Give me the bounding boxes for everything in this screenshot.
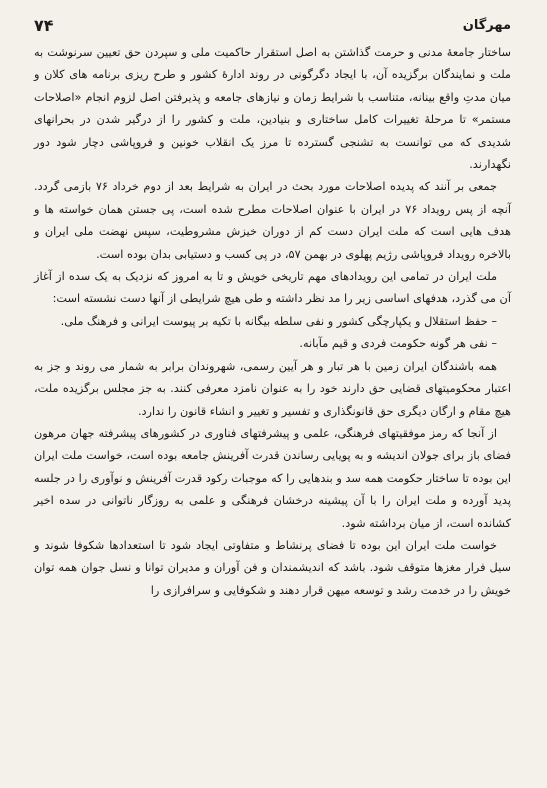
- paragraph: جمعی بر آنند که پدیده اصلاحات مورد بحث در ایران به شرایط بعد از دوم خرداد ۷۶ بازمی گردد. آنچه از پس رویداد ۷۶ در ایران با عنوان اصلاحات مطرح شده است، پی جستن همان خواسته ها و هدف هایی است که ملت ایران دست کم از دوران خیزش مشروطیت، سپس نهضت ملی ایران و بالاخره رویداد فروپاشی رژیم پهلوی در بهمن ۵۷، در پی کسب و دستیابی بدان بوده است.: [34, 180, 511, 261]
- paragraph: همه باشندگان ایران زمین با هر تبار و هر آیین رسمی، شهروندان برابر به شمار می روند و جز به اعتبار محکومیتهای قضایی حق دارند خود را به عنوان نامزد معرفی کنند. به جز مجلس برگزیده ملت، هیچ مقام و ارگان دیگری حق قانونگذاری و تفسیر و تغییر و انشاء قانون را ندارد.: [34, 359, 511, 418]
- page-body: [34, 42, 511, 602]
- paragraph: از آنجا که رمز موفقیتهای فرهنگی، علمی و پیشرفتهای فناوری در کشورهای پیشرفته جهان مرهون فضای باز برای جولان اندیشه و به پویایی رساندن قدرت آفرینش جامعه بوده است، خواست ملت ایران این بوده تا ساختار حکومت همه سد و بندهایی را که موجبات رکود قدرت آفرینش و نوآوری را در جلسه پدید آورده و ملت ایران را با آن پیشینه درخشان فرهنگی و علمی به روزگار ناتوانی در سده اخیر کشانده است، از میان برداشته شود.: [34, 426, 511, 530]
- page-number: ۷۴: [34, 15, 54, 35]
- paragraph: ساختار جامعهٔ مدنی و حرمت گذاشتن به اصل استقرار حاکمیت ملی و سپردن حق تعیین سرنوشت به ملت و نمایندگان برگزیده آن، با ایجاد دگرگونی در روند ادارهٔ کشور و طرح ریزی برنامه های کلان و میان مدتِ واقع بینانه، متناسب با شرایط زمان و نیازهای جامعه و پذیرفتن اصل لزوم انجام «اصلاحات مستمر» تا مرحلهٔ تغییرات کامل ساختاری و بنیادین، ملت و کشور را از درگیر شدن در بحرانهای شدیدی که می توانست به تشنجی گسترده تا مرز یک انقلاب خونین و فروپاشی دچار شود دور نگهدارند.: [34, 46, 511, 172]
- paragraph: ملت ایران در تمامی این رویدادهای مهم تاریخی خویش و تا به امروز که نزدیک به یک سده از آغاز آن می گذرد، هدفهای اساسی زیر را مد نظر داشته و طی هیچ شرایطی از آنها دست نشسته است:: [34, 270, 511, 306]
- page-header: [34, 12, 511, 38]
- list-item: – نفی هر گونه حکومت فردی و قیم مآبانه.: [299, 337, 497, 351]
- list-item: – حفظ استقلال و یکپارچگی کشور و نفی سلطه بیگانه با تکیه بر پیوست ایرانی و فرهنگ ملی.: [60, 314, 497, 328]
- running-title: مهرگان: [462, 17, 511, 33]
- paragraph: خواست ملت ایران این بوده تا فضای پرنشاط و متفاوتی ایجاد شود تا استعدادها شکوفا شوند و سیل فرار مغزها متوقف شود. باشد که اندیشمندان و فن آوران و مدیران توانا و نسل جوان همه توان خویش را در خدمت رشد و توسعه میهن قرار دهند و شکوفایی و سرافرازی را: [34, 538, 511, 597]
